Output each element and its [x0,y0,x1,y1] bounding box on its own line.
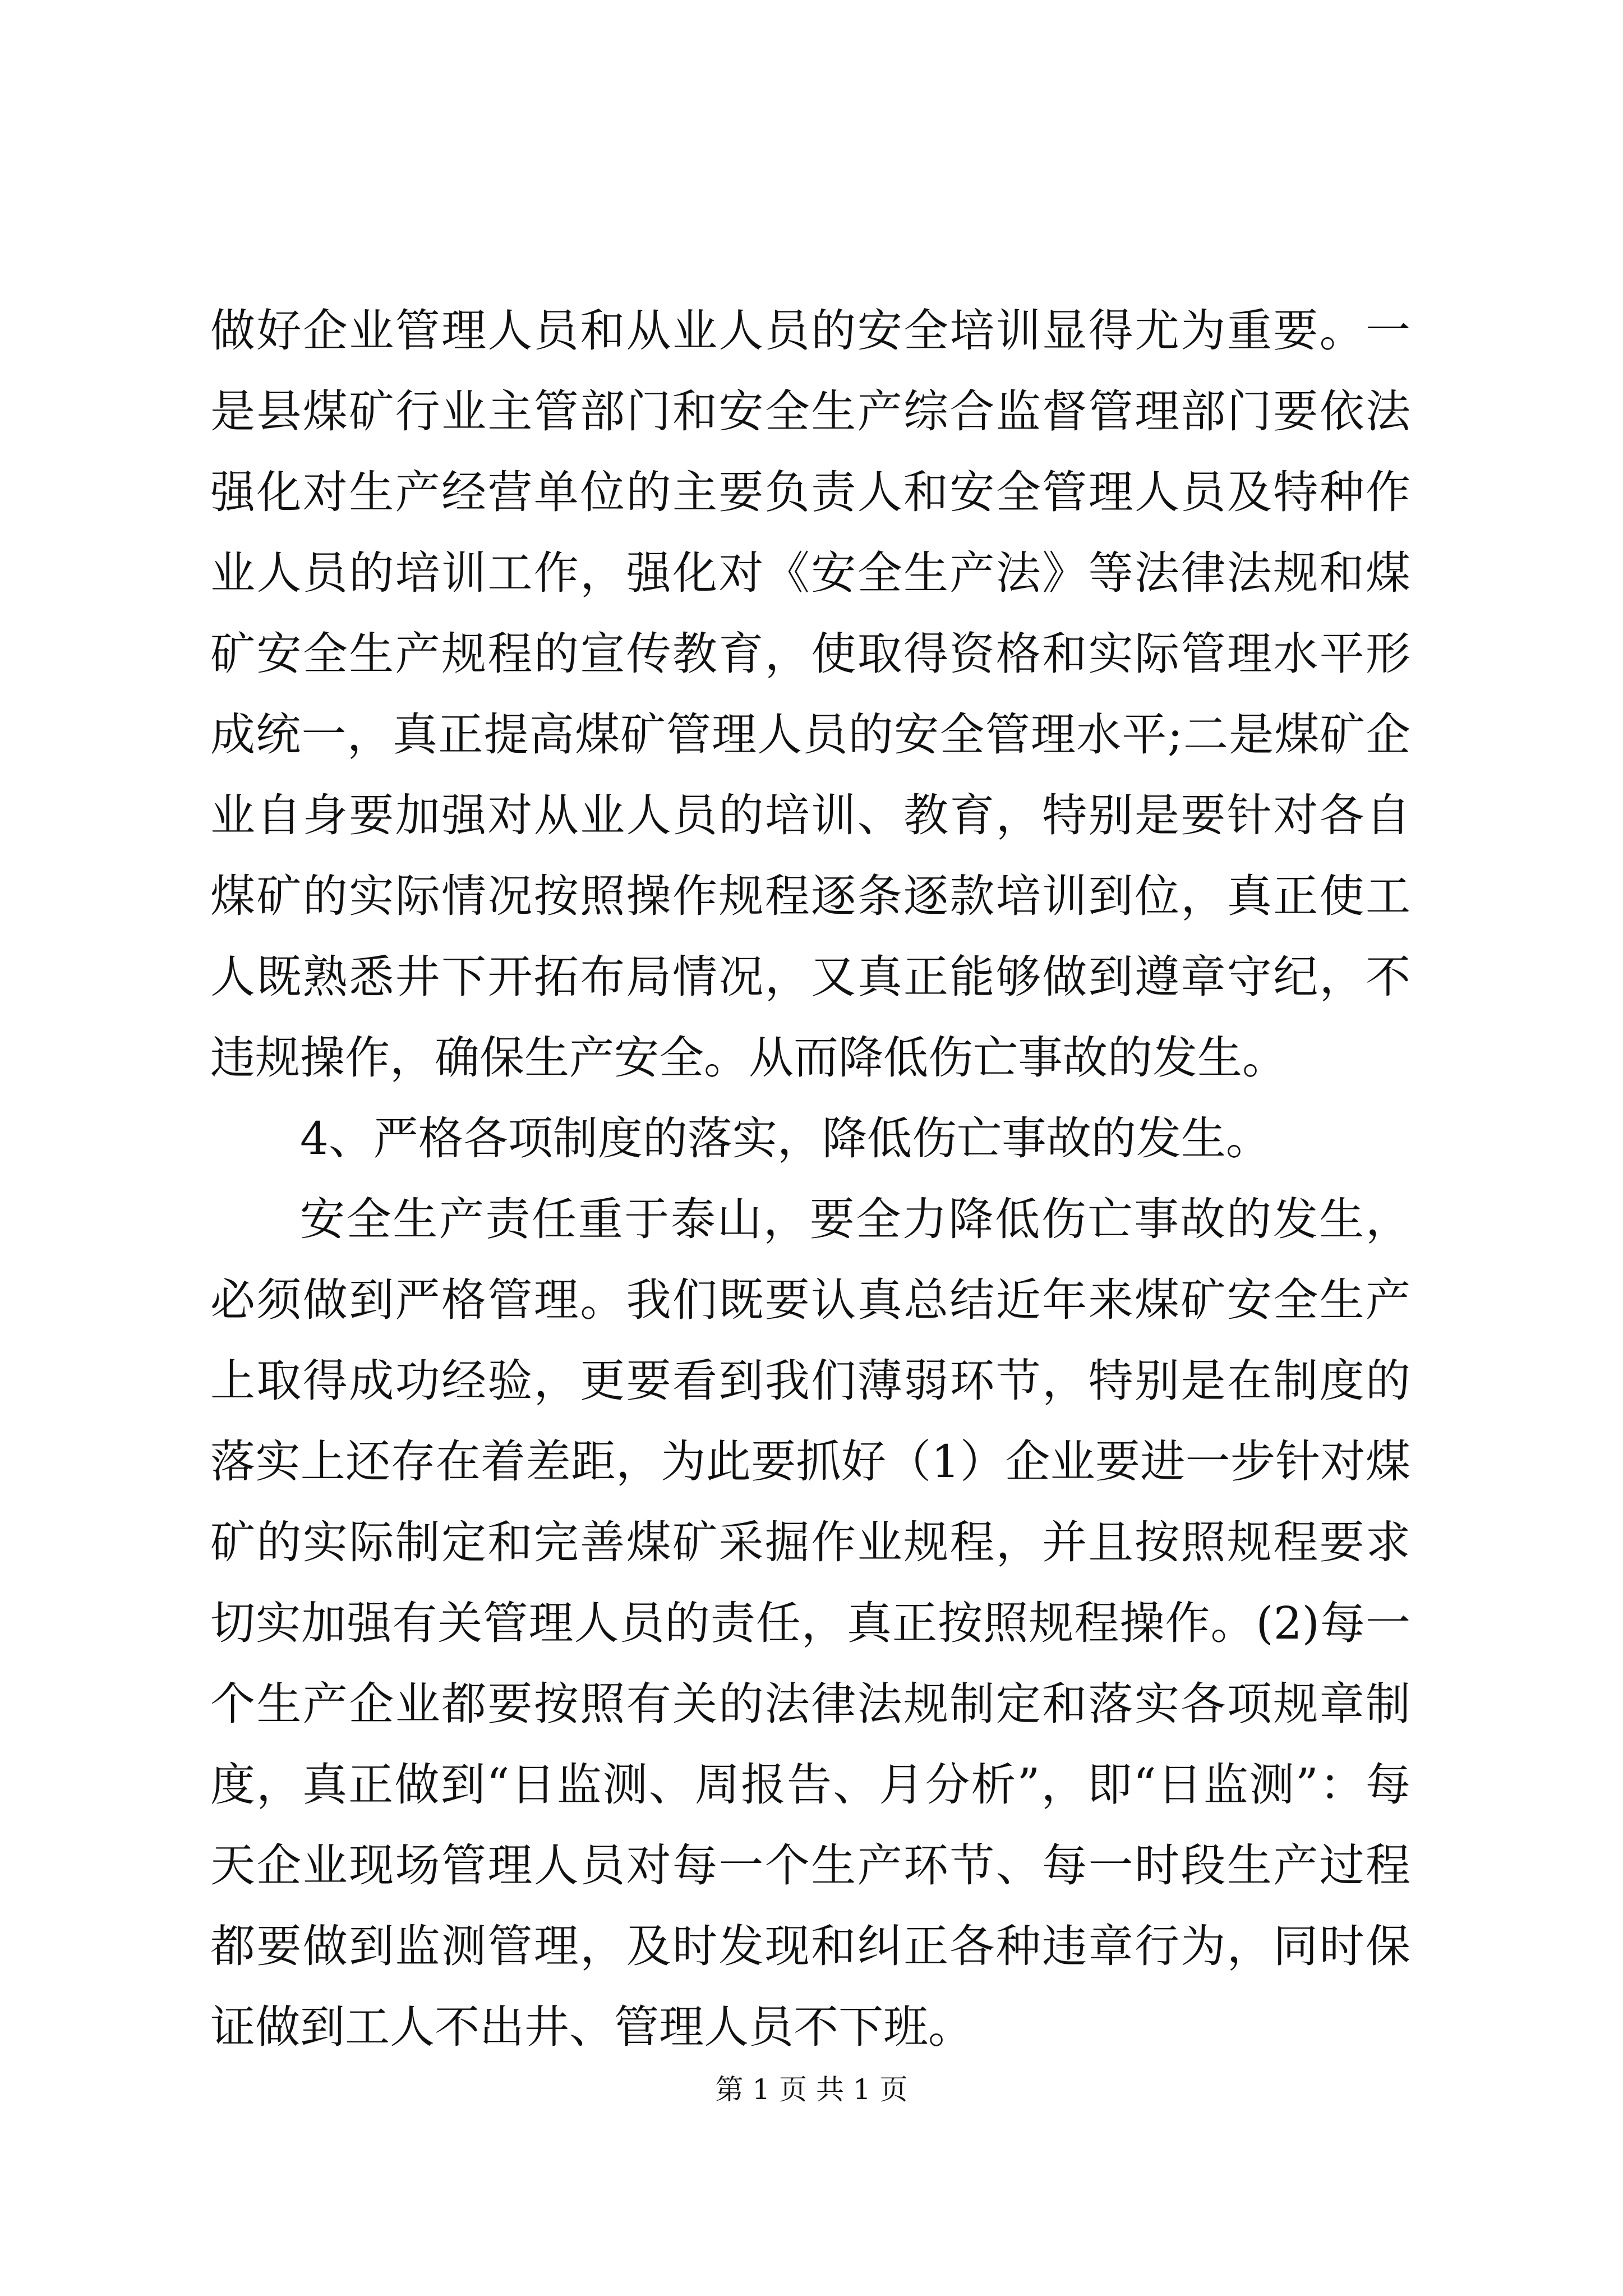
section-heading-4: 4、严格各项制度的落实，降低伤亡事故的发生。 [300,1112,1271,1165]
paragraph-management: 安全生产责任重于泰山，要全力降低伤亡事故的发生，必须做到严格管理。我们既要认真总结近年来煤矿安全生产上取得成功经验，更要看到我们薄弱环节，特别是在制度的落实上还存在着差距，为此要抓好（1）企业要进一步针对煤矿的实际制定和完善煤矿采掘作业规程，并且按照规程要求切实加强有关管理人员的责任，真正按照规程操作。(2)每一个生产企业都要按照有关的法律法规制定和落实各项规章制度，真正做到“日监测、周报告、月分析”，即“日监测”：每天企业现场管理人员对每一个生产环节、每一时段生产过程都要做到监测管理，及时发现和纠正各种违章行为，同时保证做到工人不出井、管理人员不下班。 [210,1193,1410,2053]
document-body [210,291,1410,2068]
page-footer: 第 1 页 共 1 页 [715,2073,908,2106]
paragraph-training: 做好企业管理人员和从业人员的安全培训显得尤为重要。一是县煤矿行业主管部门和安全生产综合监督管理部门要依法强化对生产经营单位的主要负责人和安全管理人员及特种作业人员的培训工作，强化对《安全生产法》等法律法规和煤矿安全生产规程的宣传教育，使取得资格和实际管理水平形成统一，真正提高煤矿管理人员的安全管理水平;二是煤矿企业自身要加强对从业人员的培训、教育，特别是要针对各自煤矿的实际情况按照操作规程逐条逐款培训到位，真正使工人既熟悉井下开拓布局情况，又真正能够做到遵章守纪，不违规操作，确保生产安全。从而降低伤亡事故的发生。 [210,305,1410,1084]
